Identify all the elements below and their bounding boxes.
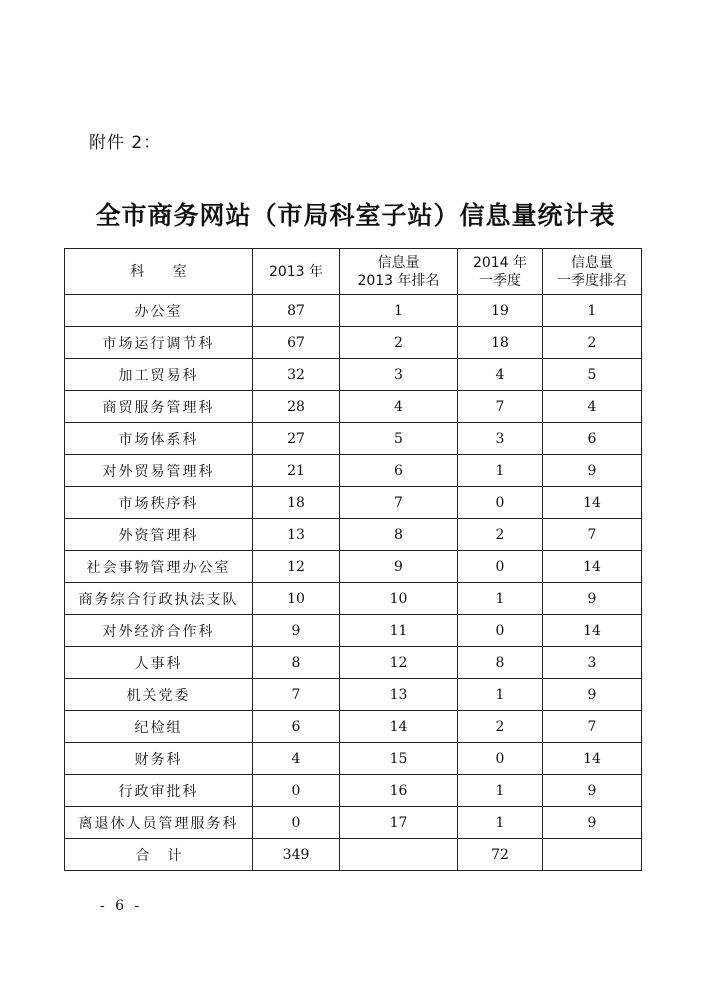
total-rank-2013 [340, 839, 458, 871]
count-2013: 67 [253, 327, 340, 359]
department-name: 离退休人员管理服务科 [65, 807, 253, 839]
count-2013: 6 [253, 711, 340, 743]
table-row [65, 583, 642, 615]
header-2013-rank-line2: 2013 年排名 [357, 272, 440, 289]
rank-2013: 3 [340, 359, 458, 391]
department-name: 社会事物管理办公室 [65, 551, 253, 583]
count-2013: 21 [253, 455, 340, 487]
department-name: 市场体系科 [65, 423, 253, 455]
table-row [65, 775, 642, 807]
count-2014-q1: 0 [458, 615, 543, 647]
count-2014-q1: 1 [458, 775, 543, 807]
header-2013 [253, 249, 340, 295]
count-2014-q1: 1 [458, 679, 543, 711]
count-2014-q1: 0 [458, 487, 543, 519]
rank-2013: 5 [340, 423, 458, 455]
rank-2014-q1: 2 [543, 327, 642, 359]
table-row [65, 743, 642, 775]
department-name: 对外贸易管理科 [65, 455, 253, 487]
count-2013: 9 [253, 615, 340, 647]
count-2014-q1: 2 [458, 519, 543, 551]
department-name: 财务科 [65, 743, 253, 775]
rank-2013: 17 [340, 807, 458, 839]
rank-2014-q1: 14 [543, 551, 642, 583]
rank-2014-q1: 9 [543, 807, 642, 839]
table-row [65, 711, 642, 743]
rank-2014-q1: 4 [543, 391, 642, 423]
department-name: 商务综合行政执法支队 [65, 583, 253, 615]
count-2013: 0 [253, 775, 340, 807]
count-2014-q1: 2 [458, 711, 543, 743]
header-row [65, 249, 642, 295]
header-2014-q1-line2: 一季度 [479, 272, 521, 289]
rank-2013: 10 [340, 583, 458, 615]
department-name: 市场运行调节科 [65, 327, 253, 359]
department-name: 人事科 [65, 647, 253, 679]
header-q1-rank-line1: 信息量 [571, 254, 613, 271]
page-title: 全市商务网站（市局科室子站）信息量统计表 [95, 201, 616, 230]
table-row [65, 455, 642, 487]
count-2013: 87 [253, 295, 340, 327]
table-row [65, 551, 642, 583]
count-2014-q1: 19 [458, 295, 543, 327]
table-row [65, 807, 642, 839]
rank-2013: 11 [340, 615, 458, 647]
header-2013-label: 2013 年 [268, 263, 324, 280]
total-label: 合计 [65, 839, 253, 871]
rank-2014-q1: 7 [543, 519, 642, 551]
attachment-label: 附件 2： [89, 133, 162, 153]
count-2013: 0 [253, 807, 340, 839]
rank-2014-q1: 9 [543, 775, 642, 807]
count-2013: 32 [253, 359, 340, 391]
table-row [65, 423, 642, 455]
table-row [65, 487, 642, 519]
count-2014-q1: 0 [458, 551, 543, 583]
table-header [65, 249, 642, 295]
table-row [65, 327, 642, 359]
header-2013-rank [340, 249, 458, 295]
header-department [65, 249, 253, 295]
rank-2013: 6 [340, 455, 458, 487]
department-name: 对外经济合作科 [65, 615, 253, 647]
count-2014-q1: 8 [458, 647, 543, 679]
table-row [65, 359, 642, 391]
table-row [65, 519, 642, 551]
department-name: 商贸服务管理科 [65, 391, 253, 423]
rank-2014-q1: 5 [543, 359, 642, 391]
rank-2014-q1: 14 [543, 615, 642, 647]
rank-2013: 13 [340, 679, 458, 711]
total-row [65, 839, 642, 871]
rank-2014-q1: 6 [543, 423, 642, 455]
count-2014-q1: 1 [458, 807, 543, 839]
table-row [65, 295, 642, 327]
page-number: - 6 - [100, 898, 143, 914]
table-body [65, 295, 642, 871]
rank-2014-q1: 1 [543, 295, 642, 327]
rank-2014-q1: 14 [543, 487, 642, 519]
count-2013: 28 [253, 391, 340, 423]
statistics-table [64, 248, 642, 871]
count-2013: 10 [253, 583, 340, 615]
count-2014-q1: 18 [458, 327, 543, 359]
department-name: 行政审批科 [65, 775, 253, 807]
total-2013: 349 [253, 839, 340, 871]
rank-2013: 4 [340, 391, 458, 423]
rank-2013: 14 [340, 711, 458, 743]
department-name: 机关党委 [65, 679, 253, 711]
count-2014-q1: 7 [458, 391, 543, 423]
header-department-label: 科 室 [130, 263, 199, 280]
header-2014-q1-line1: 2014 年 [472, 254, 528, 271]
header-2013-rank-line1: 信息量 [377, 254, 420, 271]
rank-2014-q1: 14 [543, 743, 642, 775]
count-2014-q1: 4 [458, 359, 543, 391]
department-name: 市场秩序科 [65, 487, 253, 519]
rank-2013: 2 [340, 327, 458, 359]
count-2013: 8 [253, 647, 340, 679]
header-q1-rank [543, 249, 642, 295]
department-name: 办公室 [65, 295, 253, 327]
count-2013: 13 [253, 519, 340, 551]
header-2014-q1 [458, 249, 543, 295]
table-row [65, 647, 642, 679]
table-row [65, 615, 642, 647]
rank-2014-q1: 9 [543, 455, 642, 487]
rank-2013: 9 [340, 551, 458, 583]
department-name: 加工贸易科 [65, 359, 253, 391]
rank-2013: 16 [340, 775, 458, 807]
count-2013: 12 [253, 551, 340, 583]
table-row [65, 391, 642, 423]
total-2014-q1: 72 [458, 839, 543, 871]
rank-2014-q1: 7 [543, 711, 642, 743]
rank-2014-q1: 9 [543, 583, 642, 615]
rank-2013: 1 [340, 295, 458, 327]
rank-2014-q1: 3 [543, 647, 642, 679]
total-rank-2014-q1 [543, 839, 642, 871]
count-2014-q1: 1 [458, 455, 543, 487]
rank-2013: 12 [340, 647, 458, 679]
department-name: 纪检组 [65, 711, 253, 743]
count-2013: 7 [253, 679, 340, 711]
rank-2014-q1: 9 [543, 679, 642, 711]
count-2013: 18 [253, 487, 340, 519]
rank-2013: 7 [340, 487, 458, 519]
department-name: 外资管理科 [65, 519, 253, 551]
count-2013: 27 [253, 423, 340, 455]
header-q1-rank-line2: 一季度排名 [557, 272, 627, 289]
count-2014-q1: 1 [458, 583, 543, 615]
rank-2013: 8 [340, 519, 458, 551]
table-row [65, 679, 642, 711]
count-2013: 4 [253, 743, 340, 775]
count-2014-q1: 0 [458, 743, 543, 775]
count-2014-q1: 3 [458, 423, 543, 455]
rank-2013: 15 [340, 743, 458, 775]
